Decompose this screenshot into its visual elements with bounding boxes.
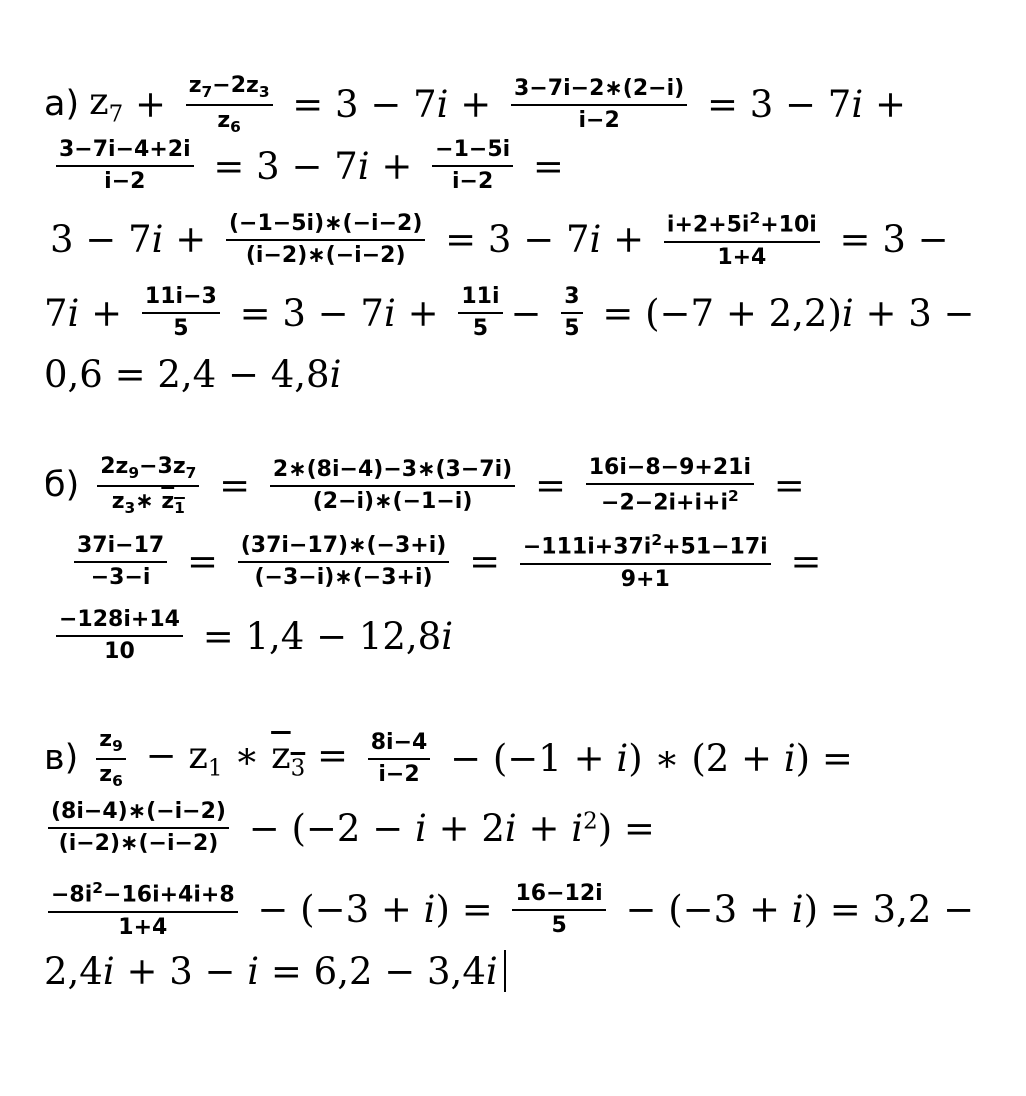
- denominator: $z_3∗$ $z_1$: [111, 488, 185, 517]
- fraction: [270, 458, 515, 514]
- fraction: [561, 285, 582, 341]
- result: = 1,4 − 12,8i: [190, 614, 454, 658]
- fraction: [586, 456, 754, 516]
- numerator: (37i−17)∗(−3+i): [238, 534, 450, 563]
- denominator: 5: [564, 316, 580, 342]
- operator: =: [778, 540, 822, 584]
- numerator: $2z_9-3z_7$: [97, 455, 199, 487]
- numerator: $-111i+37i^2+51-17i$: [520, 532, 771, 565]
- fraction: [56, 138, 194, 194]
- part-a-line-3: [50, 210, 949, 270]
- part-b-label: б): [44, 465, 80, 506]
- denominator: 5: [173, 316, 189, 342]
- fraction: [74, 534, 167, 590]
- numerator: (−1−5i)∗(−i−2): [226, 212, 425, 241]
- numerator: 16i−8−9+21i: [586, 456, 754, 485]
- numerator: $-8i^2-16i+4i+8$: [48, 880, 238, 913]
- operator: −: [510, 291, 554, 335]
- operator: =: [523, 464, 578, 508]
- part-c-line-3: [40, 880, 974, 940]
- part-a-label: а): [44, 84, 80, 125]
- operator: =: [457, 540, 512, 584]
- numerator: −1−5i: [432, 138, 513, 167]
- part-b-line-3: [48, 608, 453, 664]
- fraction: [48, 800, 229, 856]
- term: $z_7$: [89, 80, 124, 128]
- fraction: [432, 138, 513, 194]
- operator: =: [521, 144, 564, 188]
- denominator: 5: [472, 316, 489, 342]
- numerator: $z_9$: [96, 728, 126, 760]
- numerator: 11i: [458, 285, 502, 314]
- numerator: (8i−4)∗(−i−2): [48, 800, 229, 829]
- fraction: [238, 534, 450, 590]
- part-a-line-2: [48, 138, 564, 194]
- numerator: $z_7-2z_3$: [186, 74, 273, 106]
- denominator: $-2-2i+i+i^2$: [601, 487, 739, 516]
- numerator: 3−7i−4+2i: [56, 138, 194, 167]
- part-a-line-1: [44, 74, 906, 136]
- fraction: [96, 728, 126, 790]
- denominator: i−2: [104, 169, 146, 195]
- fraction: [512, 882, 605, 938]
- numerator: 37i−17: [74, 534, 167, 563]
- part-c-line-1: [44, 728, 853, 790]
- denominator: (i−2)∗(−i−2): [58, 831, 219, 857]
- expression: = 3 − 7i +: [227, 291, 451, 335]
- denominator: −3−i: [90, 564, 151, 590]
- numerator: $i+2+5i^2+10i$: [664, 210, 820, 243]
- numerator: 3: [561, 285, 582, 314]
- expression: − (−3 + i) =: [245, 888, 505, 932]
- operator: = 3 −: [827, 218, 949, 262]
- denominator: $z_6$: [217, 107, 241, 136]
- expression: − (−3 + i) = 3,2 −: [613, 888, 975, 932]
- fraction: [511, 77, 687, 133]
- denominator: $z_6$: [99, 761, 123, 790]
- fraction: [226, 212, 425, 268]
- fraction: [458, 285, 502, 341]
- denominator: 10: [104, 639, 135, 665]
- part-b-line-2: [66, 532, 821, 592]
- denominator: (2−i)∗(−1−i): [312, 488, 473, 514]
- fraction: [142, 285, 220, 341]
- fraction: [186, 74, 273, 136]
- result: 2,4i + 3 − i = 6,2 − 3,4i: [44, 949, 498, 993]
- denominator: i−2: [578, 107, 620, 133]
- fraction: [520, 532, 771, 592]
- part-c-line-2: [40, 800, 655, 856]
- denominator: 5: [551, 912, 567, 938]
- numerator: 11i−3: [142, 285, 220, 314]
- expression: = 3 − 7i +: [695, 83, 906, 127]
- denominator: (−3−i)∗(−3+i): [254, 564, 433, 590]
- expression: − $(-2 - i + 2i + i^2)$ =: [236, 806, 655, 850]
- part-a-line-5: [44, 353, 342, 396]
- part-c-label: в): [44, 738, 79, 779]
- part-a-line-4: [44, 285, 975, 341]
- denominator: (i−2)∗(−i−2): [245, 242, 406, 268]
- operator: =: [207, 464, 262, 508]
- fraction: [368, 731, 431, 787]
- operator: =: [761, 464, 805, 508]
- numerator: −128i+14: [56, 608, 183, 637]
- operator: +: [123, 83, 178, 127]
- expression: = 3 − 7i +: [280, 83, 504, 127]
- fraction: [664, 210, 820, 270]
- numerator: 2∗(8i−4)−3∗(3−7i): [270, 458, 515, 487]
- result: 0,6 = 2,4 − 4,8i: [44, 353, 342, 396]
- denominator: 1+4: [717, 244, 767, 270]
- denominator: 1+4: [118, 914, 168, 940]
- expression: − (−1 + i) ∗ (2 + i) =: [438, 737, 853, 781]
- text-cursor: [504, 950, 506, 992]
- part-b-line-1: [44, 455, 805, 517]
- numerator: 8i−4: [368, 731, 431, 760]
- fraction: [97, 455, 199, 517]
- fraction: [48, 880, 238, 940]
- denominator: i−2: [378, 761, 420, 787]
- denominator: 9+1: [620, 566, 670, 592]
- expression: = (−7 + 2,2)i + 3 −: [590, 291, 975, 335]
- numerator: 3−7i−2∗(2−i): [511, 77, 687, 106]
- expression: 7i +: [44, 291, 134, 335]
- expression: = 3 − 7i +: [201, 144, 425, 188]
- expression: 3 − 7i +: [50, 218, 218, 262]
- operator: =: [175, 540, 230, 584]
- expression: − $z_1$ ∗ $z_3$ =: [133, 734, 360, 782]
- fraction: [56, 608, 183, 664]
- part-c-line-4: [44, 950, 506, 992]
- expression: = 3 − 7i +: [433, 218, 656, 262]
- denominator: i−2: [452, 169, 494, 195]
- numerator: 16−12i: [512, 882, 605, 911]
